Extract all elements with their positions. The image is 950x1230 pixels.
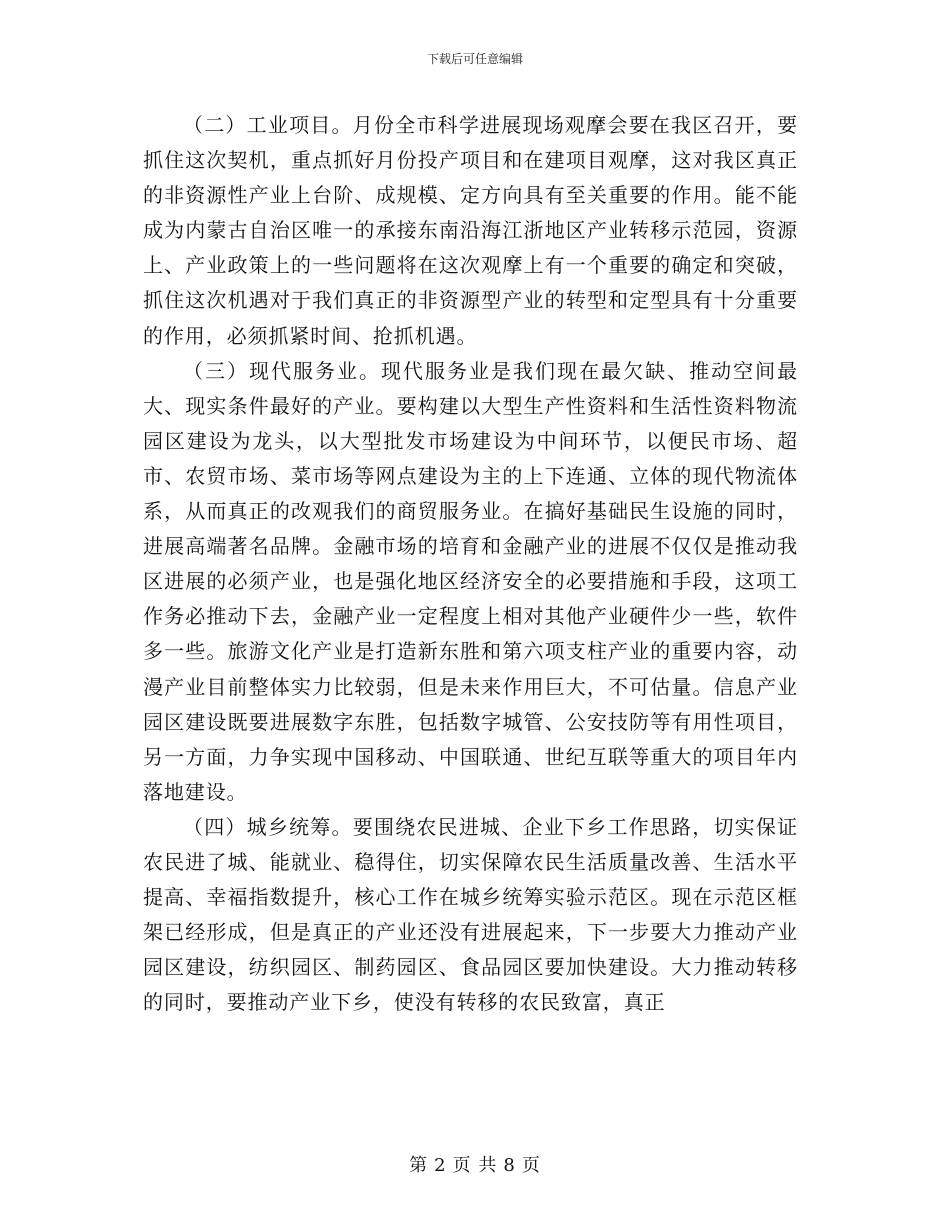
paragraph-urban-rural: （四）城乡统筹。要围绕农民进城、企业下乡工作思路，切实保证农民进了城、能就业、稳得住，切实保障农民生活质量改善、生活水平提高、幸福指数提升，核心工作在城乡统筹实验示范区。现在示范区框架已经形成，但是真正的产业还没有进展起来，下一步要大力推动产业园区建设，纺织园区、制药园区、食品园区要加快建设。大力推动转移的同时，要推动产业下乡，使没有转移的农民致富，真正	[143, 814, 798, 1015]
page-footer	[0, 1155, 950, 1177]
page-header-note: 下载后可任意编辑	[426, 52, 523, 66]
footer-middle: 页 共	[452, 1155, 498, 1176]
footer-current-page: 2	[434, 1155, 447, 1176]
footer-prefix: 第	[409, 1155, 429, 1176]
paragraph-industrial-projects: （二）工业项目。月份全市科学进展现场观摩会要在我区召开，要抓住这次契机，重点抓好月份投产项目和在建项目观摩，这对我区真正的非资源性产业上台阶、成规模、定方向具有至关重要的作用。能不能成为内蒙古自治区唯一的承接东南沿海江浙地区产业转移示范园，资源上、产业政策上的一些问题将在这次观摩上有一个重要的确定和突破，抓住这次机遇对于我们真正的非资源型产业的转型和定型具有十分重要的作用，必须抓紧时间、抢抓机遇。	[143, 113, 798, 348]
footer-suffix: 页	[521, 1155, 541, 1176]
footer-total-pages: 8	[503, 1155, 516, 1176]
document-body	[143, 108, 798, 1020]
paragraph-modern-services: （三）现代服务业。现代服务业是我们现在最欠缺、推动空间最大、现实条件最好的产业。要构建以大型生产性资料和生活性资料物流园区建设为龙头，以大型批发市场建设为中间环节，以便民市场、超市、农贸市场、菜市场等网点建设为主的上下连通、立体的现代物流体系，从而真正的改观我们的商贸服务业。在搞好基础民生设施的同时，进展高端著名品牌。金融市场的培育和金融产业的进展不仅仅是推动我区进展的必须产业，也是强化地区经济安全的必要措施和手段，这项工作务必推动下去，金融产业一定程度上相对其他产业硬件少一些，软件多一些。旅游文化产业是打造新东胜和第六项支柱产业的重要内容，动漫产业目前整体实力比较弱，但是未来作用巨大，不可估量。信息产业园区建设既要进展数字东胜，包括数字城管、公安技防等有用性项目，另一方面，力争实现中国移动、中国联通、世纪互联等重大的项目年内落地建设。	[143, 358, 798, 804]
